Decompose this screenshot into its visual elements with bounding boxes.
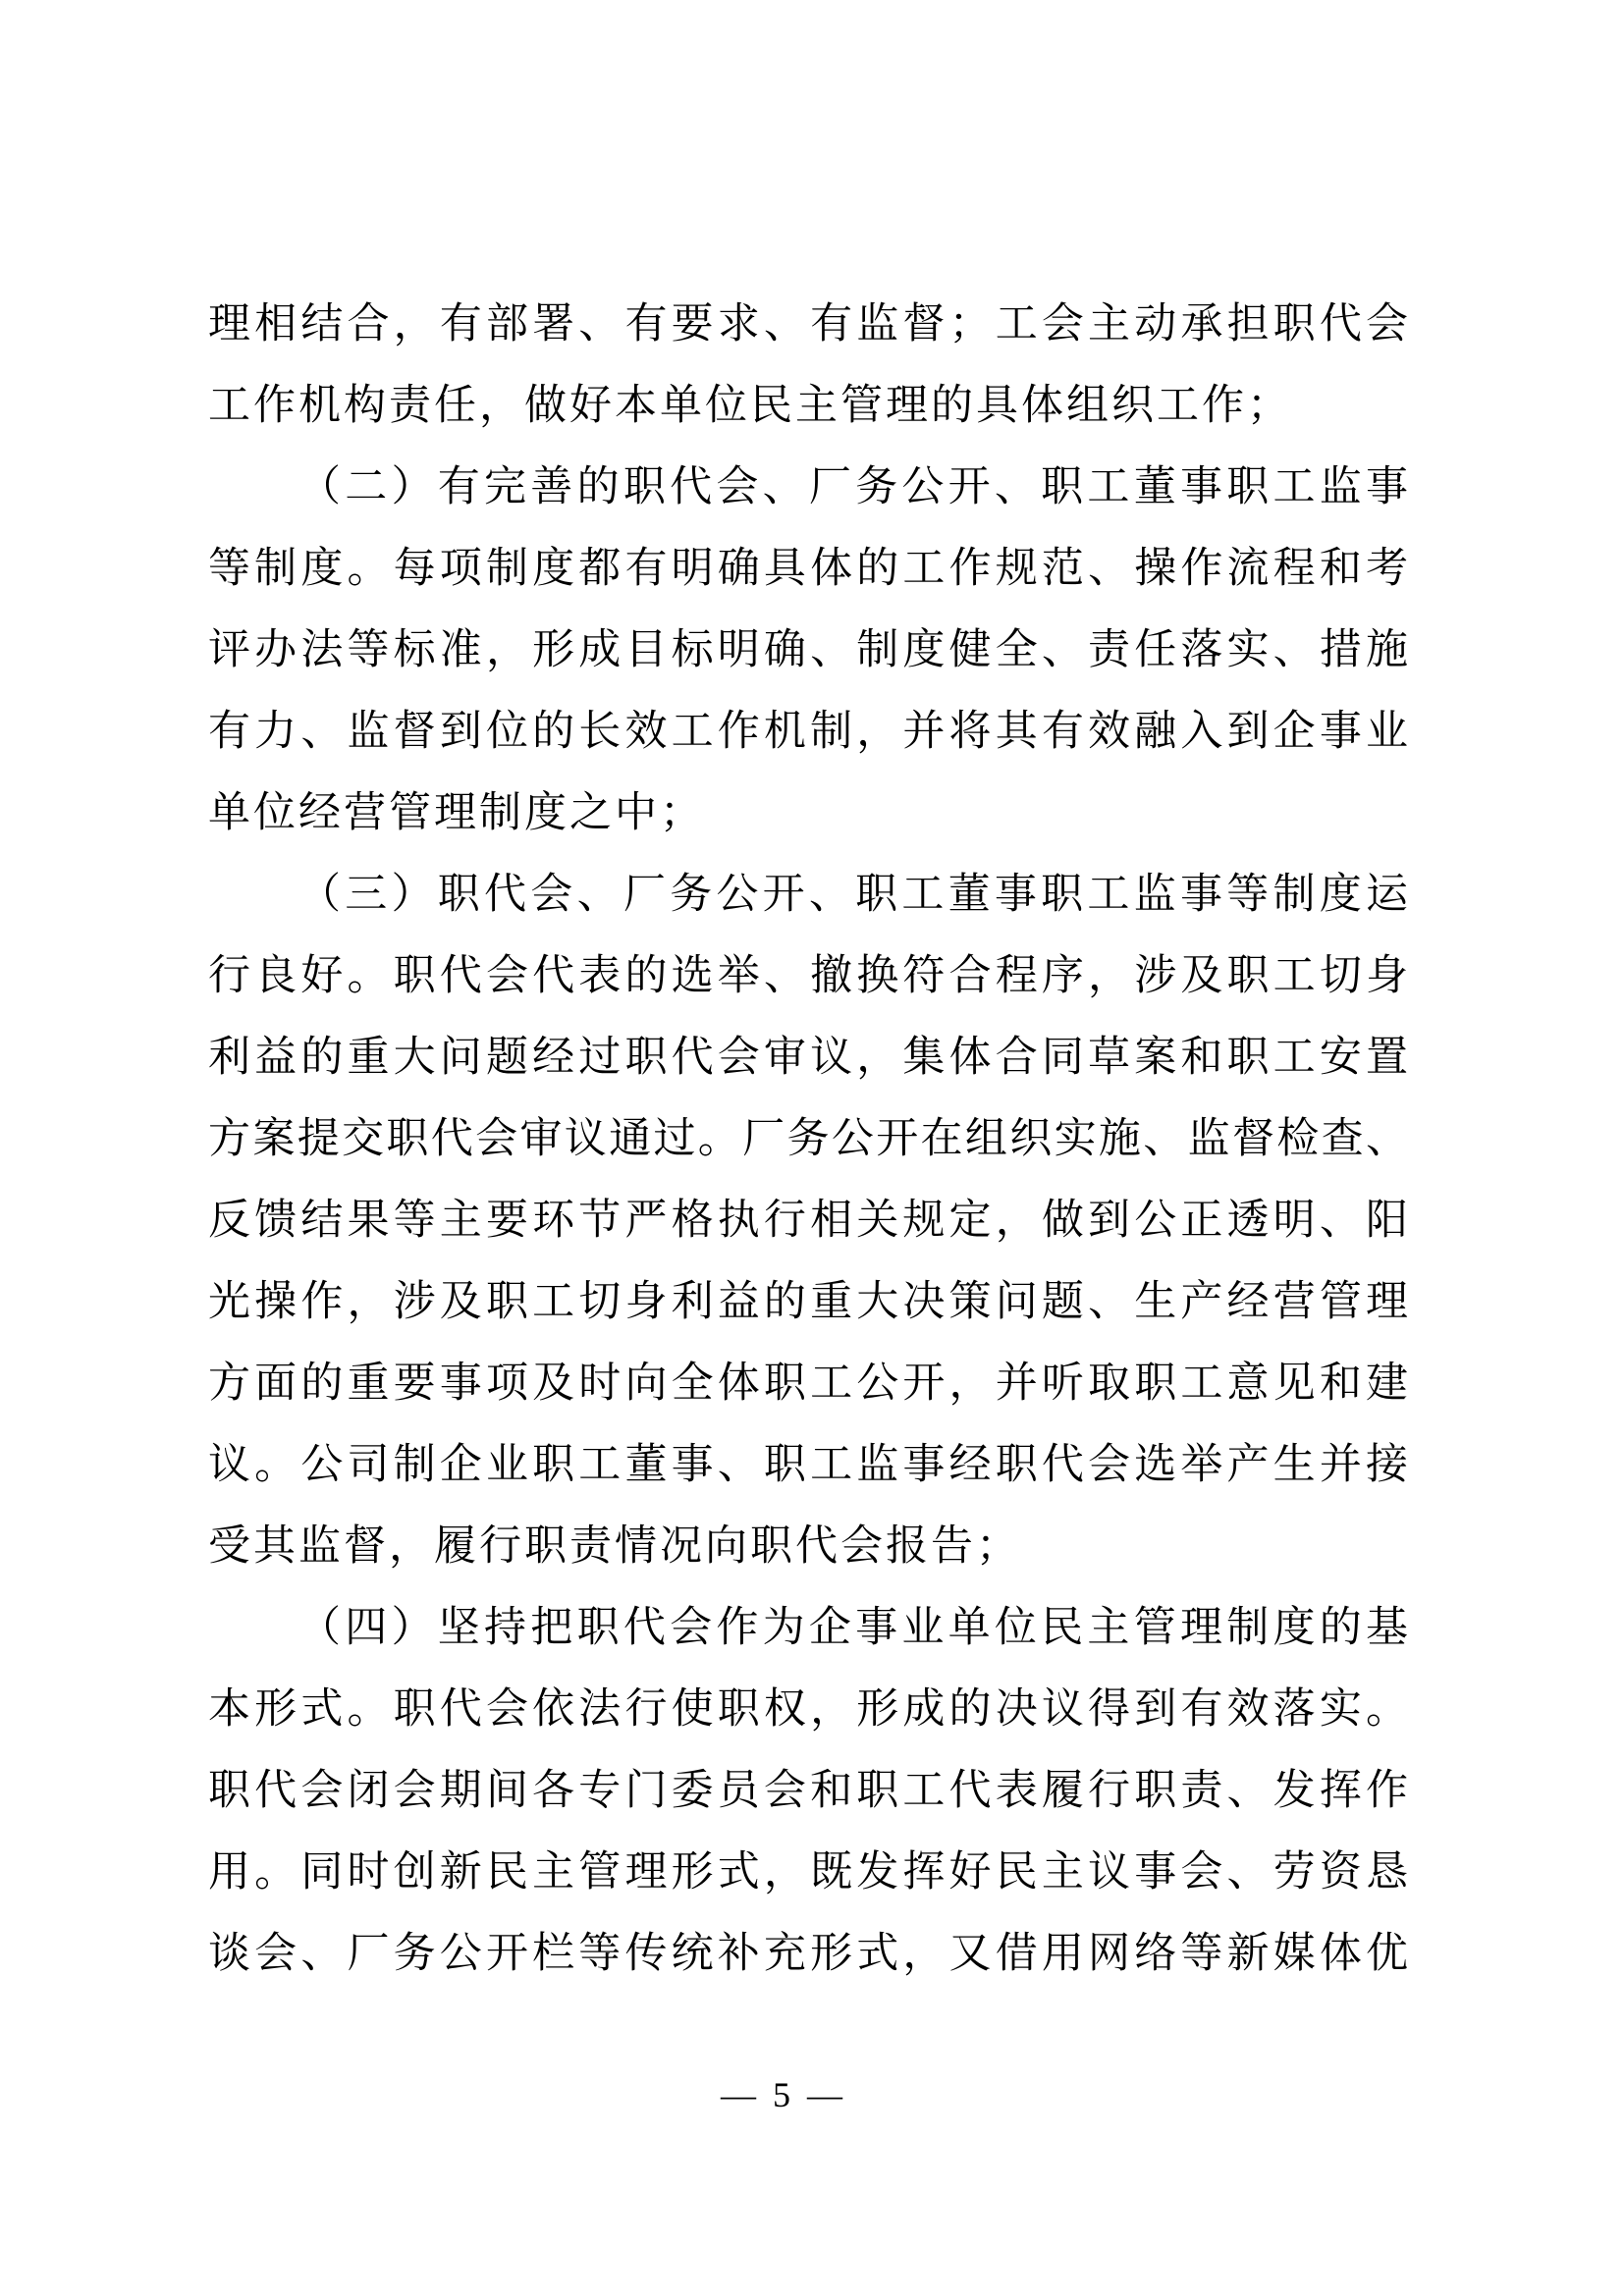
text-line: 利益的重大问题经过职代会审议，集体合同草案和职工安置: [208, 1035, 1408, 1081]
page-number: — 5 —: [721, 2075, 846, 2114]
text-line: 评办法等标准，形成目标明确、制度健全、责任落实、措施: [208, 627, 1408, 673]
text-line: 工作机构责任，做好本单位民主管理的具体组织工作；: [208, 383, 1292, 429]
text-line: 用。同时创新民主管理形式，既发挥好民主议事会、劳资恳: [208, 1849, 1408, 1896]
text-line: 方案提交职代会审议通过。厂务公开在组织实施、监督检查、: [208, 1116, 1408, 1162]
document-body: [208, 284, 1408, 1995]
text-line: （二）有完善的职代会、厂务公开、职工董事职工监事: [298, 464, 1408, 510]
text-line: 理相结合，有部署、有要求、有监督；工会主动承担职代会: [208, 301, 1408, 347]
text-line: 有力、监督到位的长效工作机制，并将其有效融入到企事业: [208, 709, 1408, 755]
text-line: 谈会、厂务公开栏等传统补充形式，又借用网络等新媒体优: [208, 1931, 1408, 1977]
text-line: 等制度。每项制度都有明确具体的工作规范、操作流程和考: [208, 546, 1408, 592]
text-line: 受其监督，履行职责情况向职代会报告；: [208, 1523, 1021, 1570]
text-line: 议。公司制企业职工董事、职工监事经职代会选举产生并接: [208, 1442, 1408, 1488]
text-line: （三）职代会、厂务公开、职工董事职工监事等制度运: [298, 872, 1408, 918]
text-line: 单位经营管理制度之中；: [208, 790, 705, 836]
text-line: （四）坚持把职代会作为企事业单位民主管理制度的基: [298, 1605, 1408, 1651]
text-line: 反馈结果等主要环节严格执行相关规定，做到公正透明、阳: [208, 1198, 1408, 1244]
text-line: 行良好。职代会代表的选举、撤换符合程序，涉及职工切身: [208, 953, 1408, 999]
text-line: 职代会闭会期间各专门委员会和职工代表履行职责、发挥作: [208, 1768, 1408, 1814]
text-line: 光操作，涉及职工切身利益的重大决策问题、生产经营管理: [208, 1279, 1408, 1325]
text-line: 方面的重要事项及时向全体职工公开，并听取职工意见和建: [208, 1361, 1408, 1407]
text-line: 本形式。职代会依法行使职权，形成的决议得到有效落实。: [208, 1686, 1408, 1733]
